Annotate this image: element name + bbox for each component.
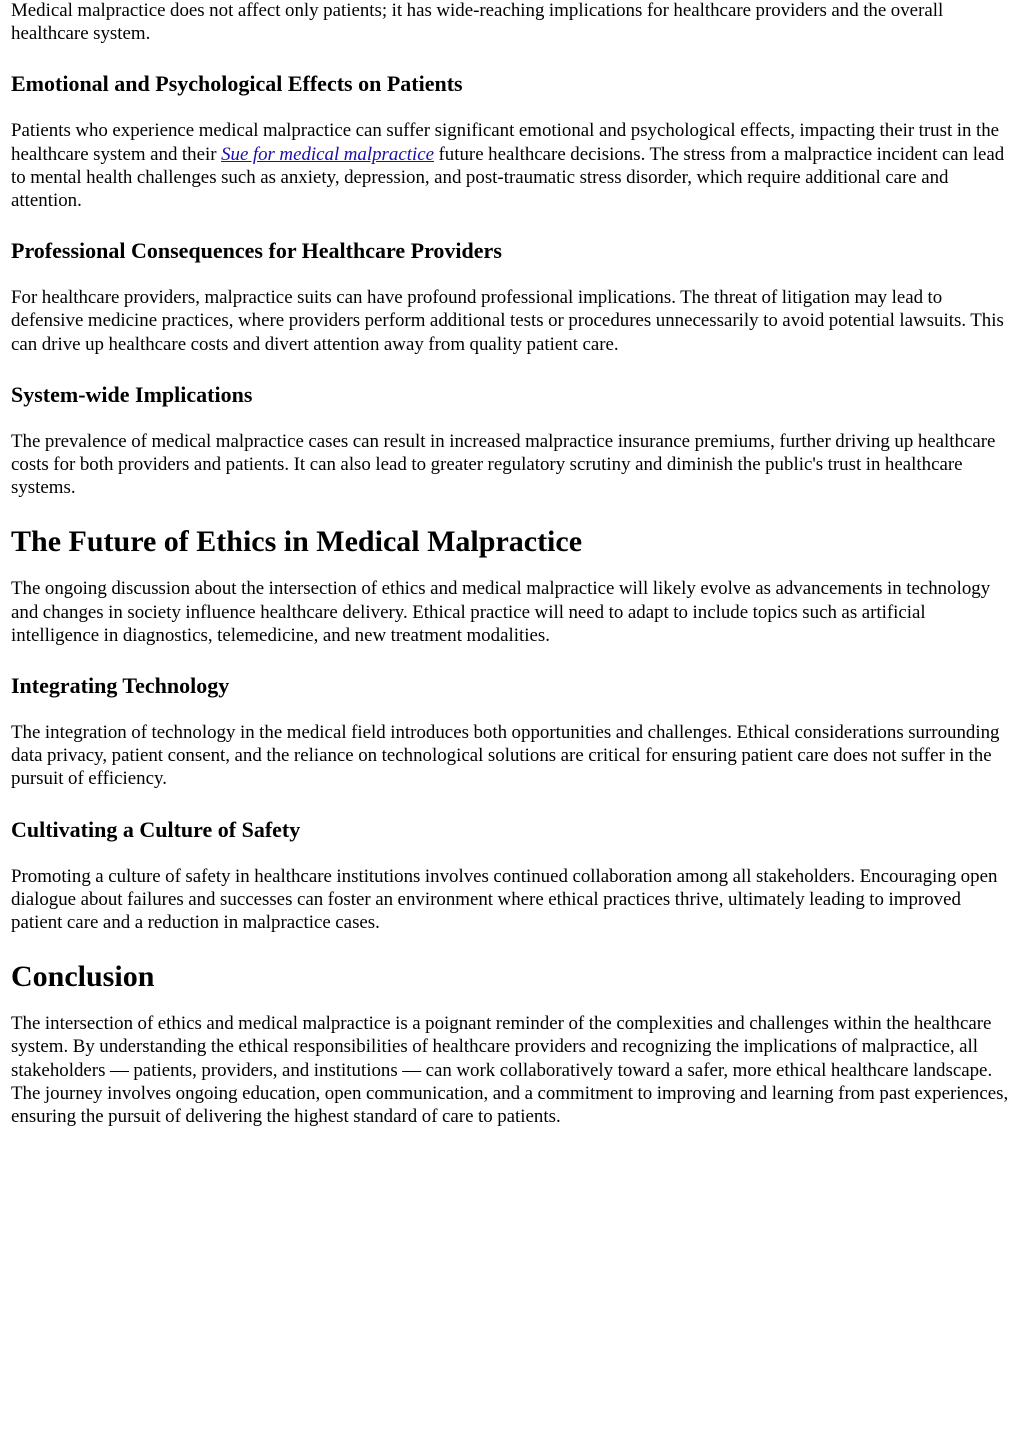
paragraph-system-wide-implications: The prevalence of medical malpractice cases can result in increased malpractice insurance premiums, further driving up healthcare costs for both providers and patients. It can also lead to greater regulatory scrutiny and diminish the public's trust in healthcare systems. bbox=[11, 430, 996, 499]
paragraph-conclusion: The intersection of ethics and medical malpractice is a poignant reminder of the complexities and challenges within the healthcare system. By understanding the ethical responsibilities of healthcare providers and recognizing the implications of malpractice, all stakeholders — patients, providers, and institutions — can work collaboratively toward a safer, more ethical healthcare landscape. The journey involves ongoing education, open communication, and a commitment to improving and learning from past experiences, ensuring the pursuit of delivering the highest standard of care to patients. bbox=[11, 1013, 1009, 1128]
heading-culture-of-safety: Cultivating a Culture of Safety bbox=[11, 816, 301, 842]
paragraph-emotional-text-2: future healthcare decisions. The stress from a malpractice incident can lead to mental health challenges such as anxiety, depression, and post-traumatic stress disorder, which require additional care and attention. bbox=[11, 143, 1005, 212]
paragraph-culture-of-safety: Promoting a culture of safety in healthcare institutions involves continued collaboration among all stakeholders. Encouraging open dialogue about failures and successes can foster an environment where ethical practices thrive, ultimately leading to improved patient care and a reduction in malpractice cases. bbox=[11, 865, 998, 934]
paragraph-emotional-effects bbox=[11, 119, 1013, 212]
paragraph-future-of-ethics: The ongoing discussion about the intersection of ethics and medical malpractice will likely evolve as advancements in technology and changes in society influence healthcare delivery. Ethical practice will need to adapt to include topics such as artificial intelligence in diagnostics, telemedicine, and new treatment modalities. bbox=[11, 578, 991, 646]
heading-professional-consequences: Professional Consequences for Healthcare Providers bbox=[11, 238, 502, 264]
heading-integrating-technology: Integrating Technology bbox=[11, 673, 230, 699]
sue-for-medical-malpractice-link[interactable]: Sue for medical malpractice bbox=[221, 143, 434, 165]
heading-emotional-effects: Emotional and Psychological Effects on Patients bbox=[11, 71, 463, 97]
heading-system-wide-implications: System-wide Implications bbox=[11, 381, 253, 407]
paragraph-emotional-text-1: Patients who experience medical malpractice can suffer significant emotional and psychological effects, impacting their trust in the healthcare system and their bbox=[11, 120, 1000, 165]
heading-conclusion: Conclusion bbox=[11, 960, 155, 994]
heading-future-of-ethics: The Future of Ethics in Medical Malpractice bbox=[11, 525, 583, 559]
paragraph-professional-consequences: For healthcare providers, malpractice suits can have profound professional implications. The threat of litigation may lead to defensive medicine practices, where providers perform additional tests or procedures unnecessarily to avoid potential lawsuits. This can drive up healthcare costs and divert attention away from quality patient care. bbox=[11, 287, 1004, 355]
intro-paragraph: Medical malpractice does not affect only patients; it has wide-reaching implications for healthcare providers and the overall healthcare system. bbox=[11, 0, 944, 45]
paragraph-integrating-technology: The integration of technology in the medical field introduces both opportunities and challenges. Ethical considerations surrounding data privacy, patient consent, and the reliance on technological solutions are critical for ensuring patient care does not suffer in the pursuit of efficiency. bbox=[11, 722, 1000, 790]
